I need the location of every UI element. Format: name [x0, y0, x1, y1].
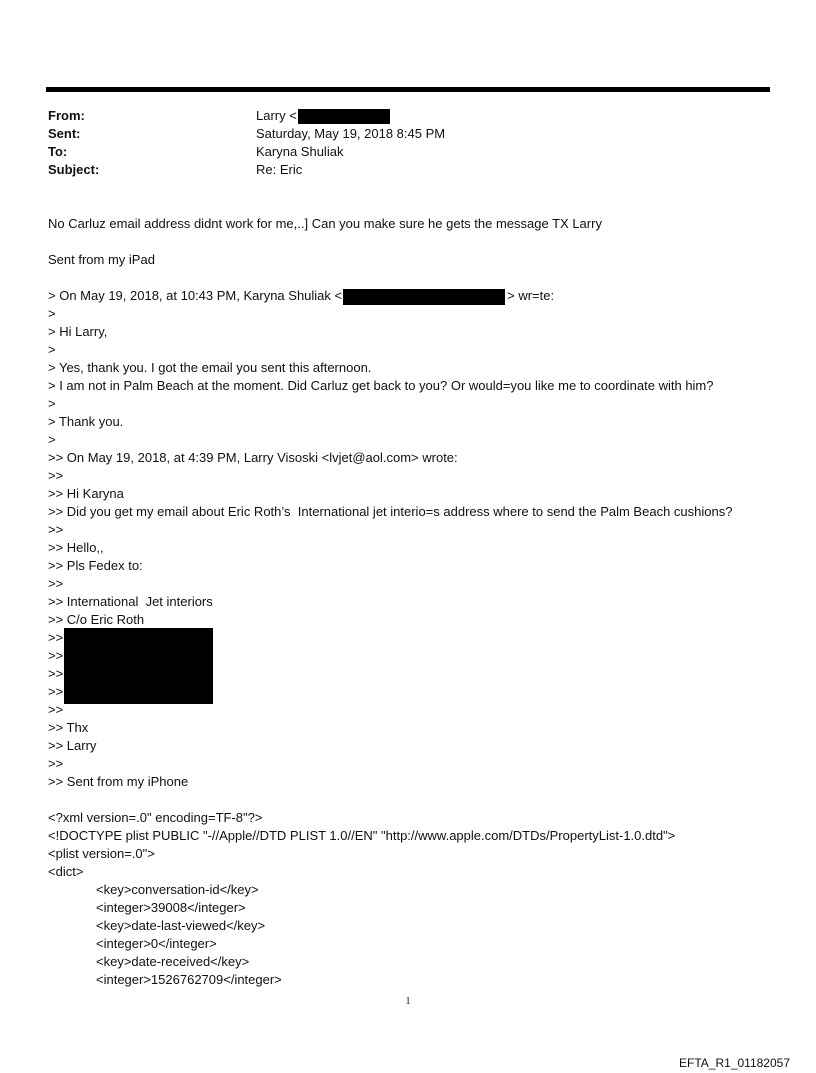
from-value [256, 107, 390, 125]
blank-line [48, 269, 788, 287]
blank-line [48, 791, 788, 809]
quoted-line: >> [48, 522, 64, 537]
xml-line: <!DOCTYPE plist PUBLIC "-//Apple//DTD PLIST 1.0//EN" "http://www.apple.com/DTDs/PropertyList-1.0.dtd"> [48, 828, 676, 843]
quote-intro-prefix: > On May 19, 2018, at 10:43 PM, Karyna Shuliak < [48, 288, 343, 303]
quote-intro-suffix: > wr=te: [507, 288, 555, 303]
message-text: No Carluz email address didnt work for me,..] Can you make sure he gets the message TX Larry [48, 216, 602, 231]
to-label: To: [48, 144, 68, 159]
signature-text: Sent from my iPad [48, 252, 155, 267]
quoted-line: >> [48, 576, 64, 591]
xml-line: <integer>1526762709</integer> [96, 972, 282, 987]
quoted-line: > [48, 432, 56, 447]
subject-row [48, 161, 748, 179]
xml-line: <dict> [48, 864, 84, 879]
quoted-thread [48, 305, 788, 791]
quoted-line: >> Thx [48, 720, 89, 735]
quoted-line: > [48, 306, 56, 321]
to-row [48, 143, 748, 161]
page-number: 1 [405, 996, 411, 1007]
quoted-line: >> International Jet interiors [48, 594, 213, 609]
quoted-line: >> [48, 468, 64, 483]
address-redaction-box [64, 628, 213, 704]
blank-line [48, 233, 788, 251]
xml-line: <key>conversation-id</key> [96, 882, 259, 897]
quoted-line: >> Did you get my email about Eric Roth’s International jet interio=s address where to send the Palm Beach cushions? [48, 504, 733, 519]
from-row [48, 107, 748, 125]
quoted-line: >> Sent from my iPhone [48, 774, 189, 789]
quoted-line: >> Pls Fedex to: [48, 558, 143, 573]
xml-plist-block [48, 809, 788, 881]
subject-label: Subject: [48, 162, 100, 177]
email-body [48, 215, 788, 989]
sent-row [48, 125, 748, 143]
quoted-line: >> [48, 666, 64, 681]
quoted-line: >> Hello,, [48, 540, 104, 555]
quoted-line: > Thank you. [48, 414, 124, 429]
subject-value: Re: Eric [256, 162, 303, 177]
xml-dict-entries [48, 881, 788, 989]
quoted-line: >> [48, 702, 64, 717]
quoted-line: > I am not in Palm Beach at the moment. Did Carluz get back to you? Or would=you like me to coordinate with him? [48, 378, 714, 393]
quoted-line: >> [48, 630, 64, 645]
from-name: Larry < [256, 108, 297, 123]
redaction-box [298, 109, 390, 124]
xml-line: <integer>0</integer> [96, 936, 217, 951]
quoted-line: >> C/o Eric Roth [48, 612, 145, 627]
xml-line: <plist version=.0"> [48, 846, 155, 861]
quoted-line: >> Larry [48, 738, 97, 753]
xml-line: <integer>39008</integer> [96, 900, 246, 915]
from-label: From: [48, 108, 85, 123]
quoted-line: > Yes, thank you. I got the email you sent this afternoon. [48, 360, 372, 375]
xml-line: <key>date-last-viewed</key> [96, 918, 266, 933]
quoted-line: >> On May 19, 2018, at 4:39 PM, Larry Visoski <lvjet@aol.com> wrote: [48, 450, 458, 465]
header-divider [46, 87, 770, 92]
document-id: EFTA_R1_01182057 [679, 1056, 790, 1070]
xml-line: <key>date-received</key> [96, 954, 250, 969]
quoted-line: > [48, 396, 56, 411]
quoted-line: >> [48, 684, 64, 699]
quoted-line: >> Hi Karyna [48, 486, 124, 501]
sent-label: Sent: [48, 126, 81, 141]
quoted-line: > [48, 342, 56, 357]
quoted-line: >> [48, 756, 64, 771]
quote-intro [48, 287, 788, 305]
to-value: Karyna Shuliak [256, 144, 344, 159]
email-header [48, 107, 748, 179]
sent-value: Saturday, May 19, 2018 8:45 PM [256, 126, 446, 141]
quoted-line: > Hi Larry, [48, 324, 108, 339]
quoted-line: >> [48, 648, 64, 663]
xml-line: <?xml version=.0" encoding=TF-8"?> [48, 810, 263, 825]
redaction-box [343, 289, 505, 305]
